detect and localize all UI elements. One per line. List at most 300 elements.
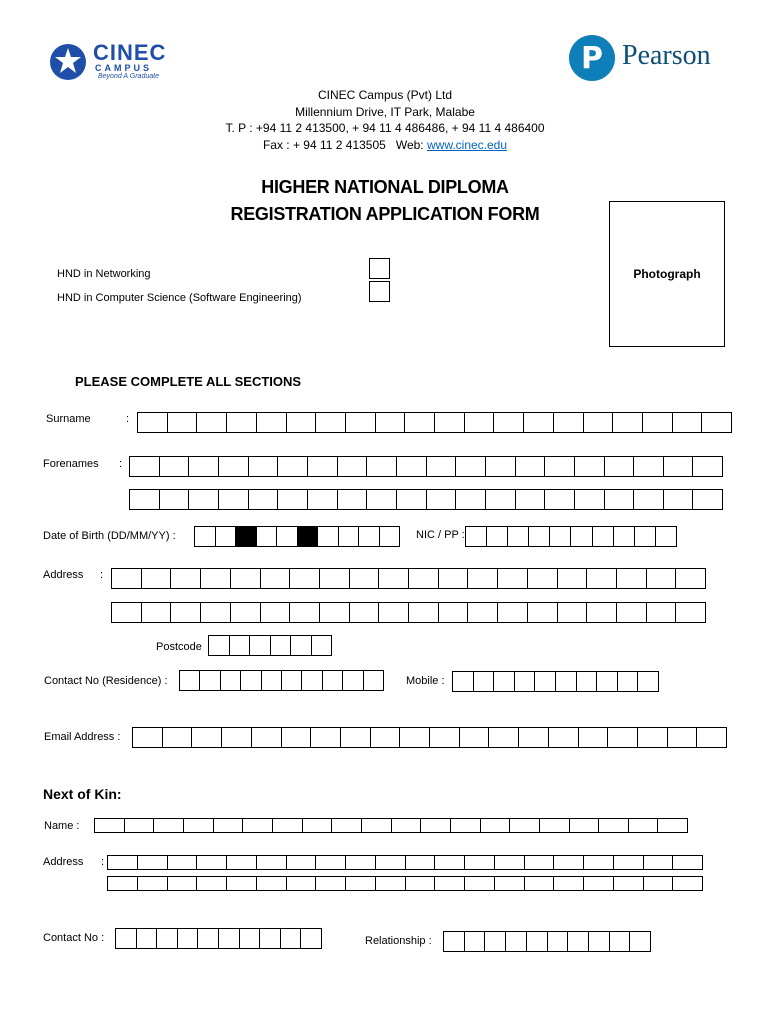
char-box[interactable] <box>465 877 495 890</box>
char-box[interactable] <box>282 671 302 690</box>
char-box[interactable] <box>697 728 726 747</box>
char-box[interactable] <box>451 819 481 832</box>
org-phone: T. P : +94 11 2 413500, + 94 11 4 486486, + 94 11 4 486400 <box>225 121 545 135</box>
char-box[interactable] <box>525 877 555 890</box>
char-box[interactable] <box>599 819 629 832</box>
programme-cs-label: HND in Computer Science (Software Engineering) <box>57 292 302 304</box>
char-box[interactable] <box>656 527 676 546</box>
char-box[interactable] <box>528 569 558 588</box>
char-box[interactable] <box>379 603 409 622</box>
char-box[interactable] <box>486 457 516 476</box>
char-box[interactable] <box>262 671 282 690</box>
char-box[interactable] <box>435 877 465 890</box>
char-box[interactable] <box>465 413 495 432</box>
form-title-line2: REGISTRATION APPLICATION FORM <box>230 204 540 224</box>
char-box[interactable] <box>634 490 664 509</box>
char-box[interactable] <box>676 569 705 588</box>
char-box[interactable] <box>668 728 698 747</box>
char-box[interactable] <box>584 856 614 869</box>
char-box[interactable] <box>168 413 198 432</box>
char-box[interactable] <box>243 819 273 832</box>
char-box[interactable] <box>516 457 546 476</box>
char-box[interactable] <box>486 490 516 509</box>
char-box[interactable] <box>605 490 635 509</box>
dob-boxes[interactable] <box>194 526 400 547</box>
char-box[interactable] <box>178 929 199 948</box>
char-box[interactable] <box>364 671 383 690</box>
char-box[interactable] <box>439 603 469 622</box>
kin-relationship-boxes[interactable] <box>443 931 651 952</box>
char-box[interactable] <box>554 877 584 890</box>
kin-address-boxes-line1[interactable] <box>107 855 703 870</box>
char-box[interactable] <box>610 932 631 951</box>
char-box[interactable] <box>316 413 346 432</box>
pearson-emblem-icon <box>568 34 616 82</box>
char-box[interactable] <box>556 672 577 691</box>
char-box[interactable] <box>444 932 465 951</box>
char-box[interactable] <box>465 856 495 869</box>
char-box[interactable] <box>257 527 278 546</box>
char-box[interactable] <box>112 603 142 622</box>
kin-relationship-label: Relationship : <box>365 935 432 947</box>
char-box[interactable] <box>614 527 635 546</box>
char-box[interactable] <box>249 490 279 509</box>
char-box[interactable] <box>311 728 341 747</box>
char-box[interactable] <box>125 819 155 832</box>
char-box[interactable] <box>227 413 257 432</box>
char-box[interactable] <box>257 413 287 432</box>
cinec-emblem-icon <box>48 42 92 82</box>
char-box[interactable] <box>554 413 584 432</box>
char-box[interactable] <box>664 457 694 476</box>
char-box[interactable] <box>487 527 508 546</box>
char-box[interactable] <box>359 527 380 546</box>
char-box[interactable] <box>189 457 219 476</box>
address-colon: : <box>100 569 104 581</box>
char-box[interactable] <box>405 413 435 432</box>
section-instruction: PLEASE COMPLETE ALL SECTIONS <box>75 374 302 389</box>
char-box[interactable] <box>527 932 548 951</box>
char-box[interactable] <box>618 672 639 691</box>
programme-networking-label: HND in Networking <box>57 268 151 280</box>
cinec-logo-name: CINEC <box>93 40 167 65</box>
char-box[interactable] <box>316 877 346 890</box>
char-box[interactable] <box>495 856 525 869</box>
char-box[interactable] <box>421 819 451 832</box>
char-box[interactable] <box>308 457 338 476</box>
org-web-label: Web: <box>395 138 424 152</box>
char-box[interactable] <box>693 457 722 476</box>
cinec-logo-tagline: Beyond A Graduate <box>98 73 159 80</box>
photo-box[interactable] <box>609 201 725 347</box>
char-box[interactable] <box>635 527 656 546</box>
char-box[interactable] <box>320 603 350 622</box>
postcode-label: Postcode <box>156 641 202 653</box>
char-box[interactable] <box>350 603 380 622</box>
org-address: Millennium Drive, IT Park, Malabe <box>295 105 475 119</box>
char-box[interactable] <box>644 856 674 869</box>
char-box[interactable] <box>508 527 529 546</box>
mobile-boxes[interactable] <box>452 671 659 692</box>
char-box[interactable] <box>528 603 558 622</box>
char-box[interactable] <box>160 490 190 509</box>
char-box[interactable] <box>219 490 249 509</box>
char-box[interactable] <box>277 527 298 546</box>
char-box[interactable] <box>230 636 251 655</box>
char-box[interactable] <box>506 932 527 951</box>
char-box[interactable] <box>638 672 658 691</box>
char-box[interactable] <box>200 671 220 690</box>
separator-cell <box>298 527 319 546</box>
char-box[interactable] <box>160 457 190 476</box>
char-box[interactable] <box>474 672 495 691</box>
char-box[interactable] <box>614 877 644 890</box>
char-box[interactable] <box>197 856 227 869</box>
char-box[interactable] <box>575 490 605 509</box>
char-box[interactable] <box>257 877 287 890</box>
char-box[interactable] <box>587 603 617 622</box>
char-box[interactable] <box>257 856 287 869</box>
char-box[interactable] <box>376 856 406 869</box>
char-box[interactable] <box>142 603 172 622</box>
char-box[interactable] <box>376 877 406 890</box>
char-box[interactable] <box>673 413 703 432</box>
char-box[interactable] <box>343 671 363 690</box>
char-box[interactable] <box>593 527 614 546</box>
forenames-colon: : <box>119 458 123 470</box>
char-box[interactable] <box>658 819 687 832</box>
char-box[interactable] <box>278 490 308 509</box>
char-box[interactable] <box>550 527 571 546</box>
char-box[interactable] <box>303 819 333 832</box>
char-box[interactable] <box>498 603 528 622</box>
address-boxes-line1[interactable] <box>111 568 706 589</box>
char-box[interactable] <box>535 672 556 691</box>
char-box[interactable] <box>545 457 575 476</box>
char-box[interactable] <box>495 877 525 890</box>
nic-label: NIC / PP : <box>416 529 465 541</box>
char-box[interactable] <box>577 672 598 691</box>
char-box[interactable] <box>465 932 486 951</box>
char-box[interactable] <box>468 569 498 588</box>
char-box[interactable] <box>376 413 406 432</box>
char-box[interactable] <box>316 856 346 869</box>
char-box[interactable] <box>112 569 142 588</box>
char-box[interactable] <box>409 569 439 588</box>
char-box[interactable] <box>568 932 589 951</box>
char-box[interactable] <box>137 929 158 948</box>
char-box[interactable] <box>108 856 138 869</box>
char-box[interactable] <box>163 728 193 747</box>
email-boxes[interactable] <box>132 727 727 748</box>
char-box[interactable] <box>494 413 524 432</box>
char-box[interactable] <box>515 672 536 691</box>
char-box[interactable] <box>252 728 282 747</box>
char-box[interactable] <box>409 603 439 622</box>
forenames-boxes-line2[interactable] <box>129 489 723 510</box>
address-boxes-line2[interactable] <box>111 602 706 623</box>
char-box[interactable] <box>133 728 163 747</box>
org-web-link[interactable]: www.cinec.edu <box>426 138 508 152</box>
char-box[interactable] <box>320 569 350 588</box>
form-title-line1: HIGHER NATIONAL DIPLOMA <box>261 177 509 197</box>
char-box[interactable] <box>460 728 490 747</box>
char-box[interactable] <box>287 856 317 869</box>
char-box[interactable] <box>629 819 659 832</box>
char-box[interactable] <box>209 636 230 655</box>
char-box[interactable] <box>498 569 528 588</box>
char-box[interactable] <box>260 929 281 948</box>
char-box[interactable] <box>189 490 219 509</box>
char-box[interactable] <box>630 932 650 951</box>
char-box[interactable] <box>673 877 702 890</box>
char-box[interactable] <box>312 636 332 655</box>
char-box[interactable] <box>240 929 261 948</box>
surname-colon: : <box>126 413 130 425</box>
char-box[interactable] <box>241 671 261 690</box>
char-box[interactable] <box>318 527 339 546</box>
kin-address-boxes-line2[interactable] <box>107 876 703 891</box>
char-box[interactable] <box>643 413 673 432</box>
char-box[interactable] <box>617 569 647 588</box>
char-box[interactable] <box>198 929 219 948</box>
char-box[interactable] <box>130 490 160 509</box>
char-box[interactable] <box>597 672 618 691</box>
postcode-boxes[interactable] <box>208 635 332 656</box>
char-box[interactable] <box>142 569 172 588</box>
char-box[interactable] <box>195 527 216 546</box>
char-box[interactable] <box>157 929 178 948</box>
char-box[interactable] <box>584 413 614 432</box>
char-box[interactable] <box>397 490 427 509</box>
char-box[interactable] <box>221 671 241 690</box>
kin-name-boxes[interactable] <box>94 818 688 833</box>
kin-address-label: Address <box>43 856 84 868</box>
char-box[interactable] <box>291 636 312 655</box>
mobile-label: Mobile : <box>406 675 445 687</box>
char-box[interactable] <box>435 413 465 432</box>
char-box[interactable] <box>338 490 368 509</box>
char-box[interactable] <box>323 671 343 690</box>
char-box[interactable] <box>308 490 338 509</box>
char-box[interactable] <box>702 413 731 432</box>
char-box[interactable] <box>138 856 168 869</box>
dob-label: Date of Birth (DD/MM/YY) : <box>43 530 176 542</box>
char-box[interactable] <box>287 877 317 890</box>
kin-name-label: Name : <box>44 820 80 832</box>
contact-residence-boxes[interactable] <box>179 670 384 691</box>
char-box[interactable] <box>287 413 317 432</box>
char-box[interactable] <box>301 929 321 948</box>
char-box[interactable] <box>302 671 322 690</box>
char-box[interactable] <box>168 856 198 869</box>
char-box[interactable] <box>379 569 409 588</box>
char-box[interactable] <box>392 819 422 832</box>
char-box[interactable] <box>250 636 271 655</box>
char-box[interactable] <box>634 457 664 476</box>
char-box[interactable] <box>489 728 519 747</box>
char-box[interactable] <box>168 877 198 890</box>
char-box[interactable] <box>468 603 498 622</box>
char-box[interactable] <box>453 672 474 691</box>
char-box[interactable] <box>516 490 546 509</box>
char-box[interactable] <box>231 603 261 622</box>
char-box[interactable] <box>589 932 610 951</box>
char-box[interactable] <box>540 819 570 832</box>
char-box[interactable] <box>525 856 555 869</box>
surname-boxes[interactable] <box>137 412 732 433</box>
surname-label: Surname <box>46 413 91 425</box>
char-box[interactable] <box>261 603 291 622</box>
pearson-logo <box>568 34 743 86</box>
char-box[interactable] <box>290 603 320 622</box>
char-box[interactable] <box>397 457 427 476</box>
char-box[interactable] <box>339 527 360 546</box>
char-box[interactable] <box>249 457 279 476</box>
char-box[interactable] <box>554 856 584 869</box>
char-box[interactable] <box>614 856 644 869</box>
email-label: Email Address : <box>44 731 121 743</box>
char-box[interactable] <box>427 490 457 509</box>
char-box[interactable] <box>549 728 579 747</box>
char-box[interactable] <box>406 856 436 869</box>
char-box[interactable] <box>290 569 320 588</box>
forenames-boxes-line1[interactable] <box>129 456 723 477</box>
char-box[interactable] <box>529 527 550 546</box>
char-box[interactable] <box>579 728 609 747</box>
char-box[interactable] <box>570 819 600 832</box>
char-box[interactable] <box>362 819 392 832</box>
char-box[interactable] <box>192 728 222 747</box>
char-box[interactable] <box>332 819 362 832</box>
char-box[interactable] <box>456 457 486 476</box>
char-box[interactable] <box>261 569 291 588</box>
char-box[interactable] <box>281 929 302 948</box>
char-box[interactable] <box>406 877 436 890</box>
char-box[interactable] <box>231 569 261 588</box>
char-box[interactable] <box>548 932 569 951</box>
char-box[interactable] <box>584 877 614 890</box>
char-box[interactable] <box>558 603 588 622</box>
char-box[interactable] <box>456 490 486 509</box>
programme-networking-checkbox[interactable] <box>369 258 390 279</box>
cinec-logo <box>48 40 178 84</box>
svg-text:P: P <box>581 41 603 76</box>
char-box[interactable] <box>647 569 677 588</box>
char-box[interactable] <box>214 819 244 832</box>
char-box[interactable] <box>171 569 201 588</box>
char-box[interactable] <box>605 457 635 476</box>
forenames-label: Forenames <box>43 458 99 470</box>
char-box[interactable] <box>644 877 674 890</box>
char-box[interactable] <box>130 457 160 476</box>
char-box[interactable] <box>367 457 397 476</box>
char-box[interactable] <box>138 413 168 432</box>
char-box[interactable] <box>350 569 380 588</box>
char-box[interactable] <box>558 569 588 588</box>
char-box[interactable] <box>222 728 252 747</box>
char-box[interactable] <box>638 728 668 747</box>
char-box[interactable] <box>95 819 125 832</box>
pearson-logo-name: Pearson <box>622 40 711 71</box>
char-box[interactable] <box>180 671 200 690</box>
char-box[interactable] <box>587 569 617 588</box>
char-box[interactable] <box>338 457 368 476</box>
char-box[interactable] <box>524 413 554 432</box>
char-box[interactable] <box>575 457 605 476</box>
char-box[interactable] <box>219 457 249 476</box>
char-box[interactable] <box>647 603 677 622</box>
char-box[interactable] <box>510 819 540 832</box>
org-name: CINEC Campus (Pvt) Ltd <box>317 88 453 102</box>
char-box[interactable] <box>219 929 240 948</box>
char-box[interactable] <box>676 603 705 622</box>
char-box[interactable] <box>466 527 487 546</box>
char-box[interactable] <box>197 413 227 432</box>
char-box[interactable] <box>481 819 511 832</box>
char-box[interactable] <box>201 603 231 622</box>
char-box[interactable] <box>273 819 303 832</box>
char-box[interactable] <box>154 819 184 832</box>
kin-contact-boxes[interactable] <box>115 928 322 949</box>
char-box[interactable] <box>278 457 308 476</box>
char-box[interactable] <box>430 728 460 747</box>
char-box[interactable] <box>341 728 371 747</box>
char-box[interactable] <box>346 413 376 432</box>
char-box[interactable] <box>171 603 201 622</box>
kin-address-colon: : <box>101 856 105 868</box>
contact-residence-label: Contact No (Residence) : <box>44 675 168 687</box>
char-box[interactable] <box>116 929 137 948</box>
char-box[interactable] <box>138 877 168 890</box>
char-box[interactable] <box>400 728 430 747</box>
char-box[interactable] <box>664 490 694 509</box>
programme-cs-checkbox[interactable] <box>369 281 390 302</box>
kin-contact-label: Contact No : <box>43 932 105 944</box>
char-box[interactable] <box>617 603 647 622</box>
char-box[interactable] <box>485 932 506 951</box>
char-box[interactable] <box>371 728 401 747</box>
char-box[interactable] <box>494 672 515 691</box>
char-box[interactable] <box>435 856 465 869</box>
char-box[interactable] <box>197 877 227 890</box>
char-box[interactable] <box>282 728 312 747</box>
char-box[interactable] <box>271 636 292 655</box>
char-box[interactable] <box>519 728 549 747</box>
char-box[interactable] <box>108 877 138 890</box>
char-box[interactable] <box>673 856 702 869</box>
char-box[interactable] <box>613 413 643 432</box>
char-box[interactable] <box>693 490 722 509</box>
char-box[interactable] <box>545 490 575 509</box>
nic-boxes[interactable] <box>465 526 677 547</box>
char-box[interactable] <box>571 527 592 546</box>
cinec-logo-sub: CAMPUS <box>95 63 153 73</box>
next-of-kin-heading: Next of Kin: <box>43 786 122 802</box>
char-box[interactable] <box>184 819 214 832</box>
char-box[interactable] <box>216 527 237 546</box>
char-box[interactable] <box>608 728 638 747</box>
char-box[interactable] <box>346 856 376 869</box>
char-box[interactable] <box>427 457 457 476</box>
char-box[interactable] <box>227 856 257 869</box>
char-box[interactable] <box>227 877 257 890</box>
char-box[interactable] <box>346 877 376 890</box>
char-box[interactable] <box>201 569 231 588</box>
char-box[interactable] <box>439 569 469 588</box>
char-box[interactable] <box>367 490 397 509</box>
char-box[interactable] <box>380 527 400 546</box>
